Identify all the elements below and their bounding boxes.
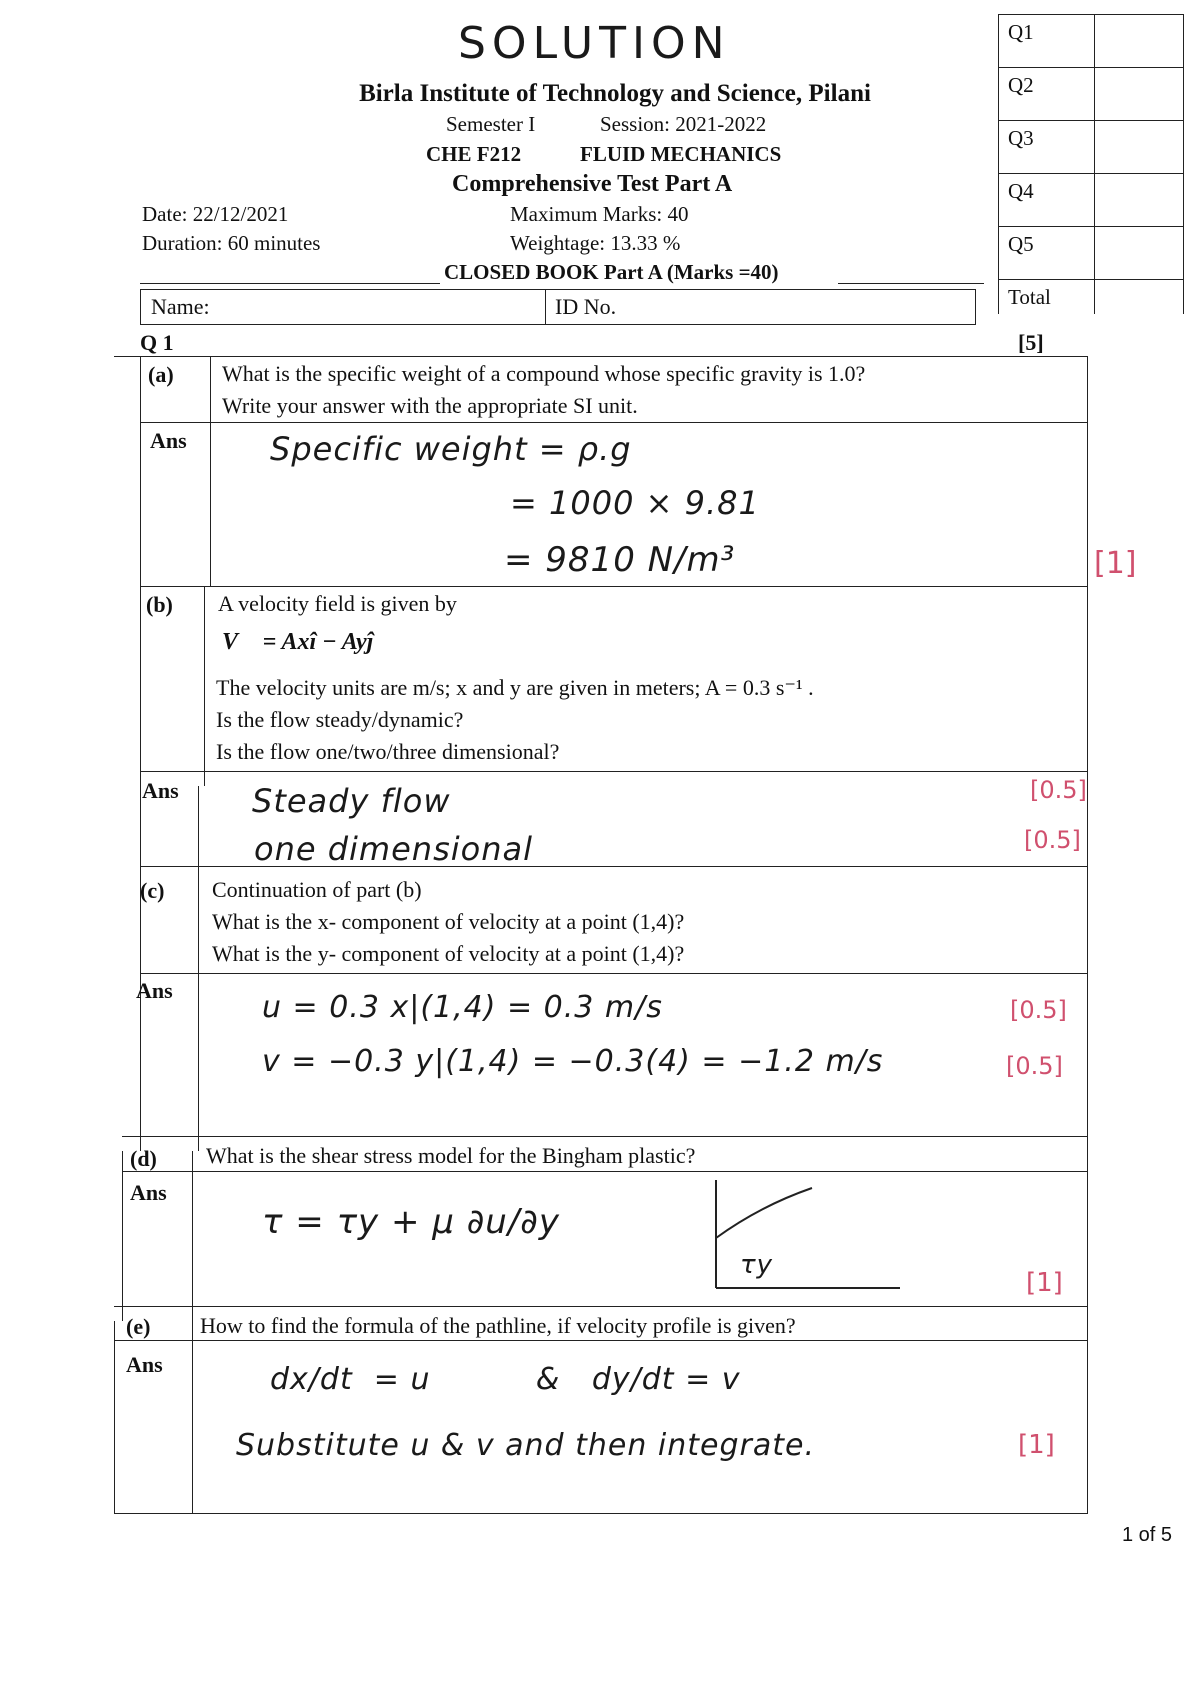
part-b-label: (b) — [146, 592, 173, 617]
closed-book: CLOSED BOOK Part A (Marks =40) — [444, 260, 779, 284]
page-number: 1 of 5 — [1122, 1524, 1173, 1546]
part-c-mark1: [0.5] — [1010, 996, 1067, 1024]
marks-cell-q3: Q3 — [1008, 126, 1034, 150]
test-name: Comprehensive Test Part A — [452, 171, 733, 197]
part-d-answer: τ = τy + μ ∂u/∂y — [262, 1202, 560, 1242]
graph-yield-stress-label: τy — [740, 1250, 774, 1280]
part-d-ans-label: Ans — [130, 1180, 167, 1205]
part-c-answer-line2: v = −0.3 y|(1,4) = −0.3(4) = −1.2 m/s — [262, 1044, 884, 1079]
part-b-mark2: [0.5] — [1024, 826, 1081, 854]
part-e-ans-label: Ans — [126, 1352, 163, 1377]
part-c-label: (c) — [140, 878, 165, 903]
name-label: Name: — [151, 294, 210, 319]
marks-cell-q1: Q1 — [1008, 20, 1034, 44]
part-d-mark: [1] — [1026, 1268, 1063, 1298]
part-a-mark: [1] — [1094, 546, 1137, 581]
question-marks: [5] — [1018, 330, 1044, 355]
institute-name: Birla Institute of Technology and Science, Pilani — [359, 80, 871, 107]
session: Session: 2021-2022 — [600, 112, 767, 136]
question-number: Q 1 — [140, 330, 174, 355]
part-b-equation: V⃗ = Axî − Ayĵ — [222, 629, 374, 655]
max-marks: Maximum Marks: 40 — [510, 202, 689, 226]
part-b-mark1: [0.5] — [1030, 776, 1087, 804]
part-a-answer-line1: Specific weight = ρ.g — [270, 430, 632, 468]
part-b-question-line3: Is the flow one/two/three dimensional? — [216, 739, 560, 764]
marks-cell-total: Total — [1008, 285, 1051, 309]
marks-cell-q4: Q4 — [1008, 179, 1034, 203]
exam-duration: Duration: 60 minutes — [142, 231, 321, 255]
part-c-ans-label: Ans — [136, 978, 173, 1003]
part-c-mark2: [0.5] — [1006, 1052, 1063, 1080]
graph-curve — [716, 1188, 812, 1238]
part-a-question-line1: What is the specific weight of a compound whose specific gravity is 1.0? — [222, 361, 866, 386]
part-b-answer-line2: one dimensional — [254, 830, 533, 868]
part-e-mark: [1] — [1018, 1430, 1055, 1460]
part-b-question-line2: Is the flow steady/dynamic? — [216, 707, 464, 732]
part-a-question-line2: Write your answer with the appropriate SI unit. — [222, 393, 638, 418]
part-e-answer-line2: Substitute u & v and then integrate. — [236, 1428, 815, 1463]
part-a-answer-line3: = 9810 N/m³ — [504, 540, 736, 580]
exam-date: Date: 22/12/2021 — [142, 202, 289, 226]
marks-table — [998, 14, 1184, 314]
name-id-box — [140, 289, 976, 325]
semester: Semester I — [446, 112, 536, 136]
part-e-answer-line1: dx/dt = u & dy/dt = v — [270, 1362, 741, 1397]
part-c-answer-line1: u = 0.3 x|(1,4) = 0.3 m/s — [262, 990, 663, 1025]
weightage: Weightage: 13.33 % — [510, 231, 681, 255]
part-b-question-line1: The velocity units are m/s; x and y are given in meters; A = 0.3 s⁻¹ . — [216, 675, 814, 700]
course-name: FLUID MECHANICS — [580, 142, 782, 166]
part-b-ans-label: Ans — [142, 778, 179, 803]
part-c-question-line1: Continuation of part (b) — [212, 877, 422, 902]
part-d-question: What is the shear stress model for the Bingham plastic? — [206, 1143, 696, 1168]
part-a-answer-line2: = 1000 × 9.81 — [510, 484, 760, 522]
part-b-answer-line1: Steady flow — [252, 782, 451, 820]
part-e-label: (e) — [126, 1314, 151, 1339]
bingham-plastic-graph — [700, 1176, 910, 1296]
marks-cell-q2: Q2 — [1008, 73, 1034, 97]
part-e-question: How to find the formula of the pathline, if velocity profile is given? — [200, 1313, 796, 1338]
marks-cell-q5: Q5 — [1008, 232, 1034, 256]
id-label: ID No. — [555, 294, 617, 319]
handwritten-title: SOLUTION — [458, 18, 731, 69]
part-a-label: (a) — [148, 362, 174, 387]
part-a-ans-label: Ans — [150, 428, 187, 453]
part-c-question-line2: What is the x- component of velocity at a point (1,4)? — [212, 909, 685, 934]
part-c-question-line3: What is the y- component of velocity at a point (1,4)? — [212, 941, 685, 966]
course-code: CHE F212 — [426, 142, 522, 166]
part-b-intro: A velocity field is given by — [218, 591, 457, 616]
part-d-label: (d) — [130, 1146, 157, 1171]
